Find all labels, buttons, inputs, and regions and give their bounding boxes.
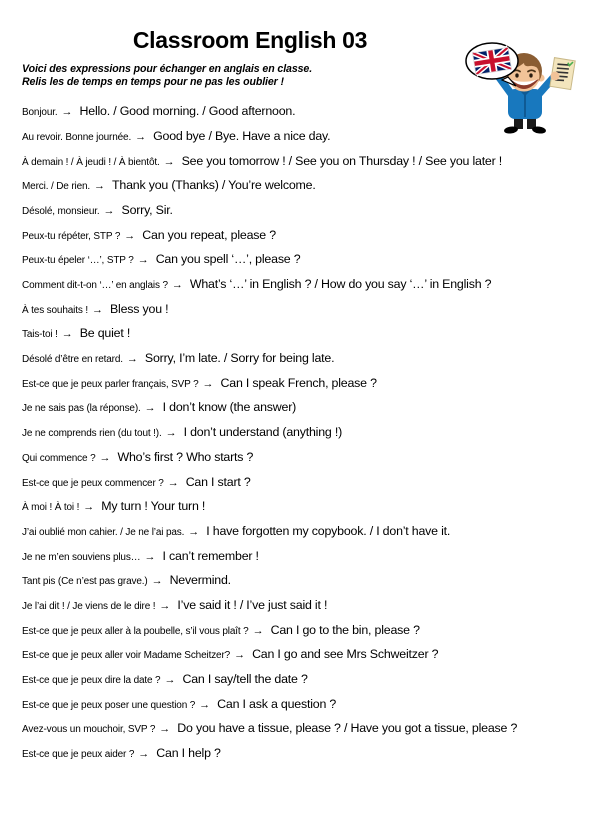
boy-body [508, 89, 542, 119]
subtitle [22, 63, 452, 88]
phrase-row [22, 272, 606, 297]
arrow-icon: → [202, 377, 214, 390]
english-phrase: Be quiet ! [79, 326, 131, 341]
english-phrase: Can I go and see Mrs Schweitzer ? [252, 647, 439, 662]
phrase-row [22, 371, 606, 396]
arrow-icon: → [163, 155, 175, 168]
arrow-icon: → [61, 328, 73, 341]
english-phrase: Can I say/tell the date ? [182, 672, 308, 686]
phrase-row [22, 716, 606, 741]
page-title: Classroom English 03 [132, 27, 368, 53]
french-phrase: Est-ce que je peux dire la date ? [22, 675, 161, 686]
english-phrase: Can I help ? [156, 746, 221, 761]
arrow-icon: → [234, 649, 246, 662]
arrow-icon: → [99, 451, 111, 464]
english-phrase: I’ve said it ! / I’ve just said it ! [177, 597, 328, 612]
phrase-row [22, 445, 606, 470]
phrase-row [22, 149, 606, 174]
arrow-icon: → [126, 353, 138, 366]
french-phrase: Est-ce que je peux poser une question ? [22, 699, 196, 711]
boy-illustration [456, 33, 604, 137]
arrow-icon: → [137, 254, 149, 267]
arrow-icon: → [252, 624, 264, 637]
english-phrase: Thank you (Thanks) / You’re welcome. [112, 178, 316, 193]
arrow-icon: → [103, 204, 115, 217]
phrase-row [22, 321, 606, 346]
french-phrase: À tes souhaits ! [22, 304, 88, 316]
french-phrase: Est-ce que je peux parler français, SVP ? [22, 378, 199, 390]
arrow-icon: → [94, 180, 106, 193]
header [0, 27, 500, 54]
arrow-icon: → [144, 550, 156, 563]
phrase-row [22, 223, 606, 248]
english-phrase: Can I speak French, please ? [220, 375, 377, 390]
english-phrase: What’s ‘…’ in English ? / How do you say ‘…’ in English ? [189, 277, 492, 291]
arrow-icon: → [159, 723, 171, 736]
english-phrase: Can you repeat, please ? [142, 227, 276, 242]
english-phrase: Good bye / Bye. Have a nice day. [153, 128, 331, 143]
arrow-icon: → [165, 427, 177, 440]
french-phrase: Tant pis (Ce n’est pas grave.) [22, 576, 148, 588]
phrase-list [0, 99, 612, 766]
arrow-icon: → [135, 130, 147, 143]
phrase-row [22, 667, 606, 692]
phrase-row [22, 494, 606, 519]
french-phrase: Au revoir. Bonne journée. [22, 131, 132, 143]
french-phrase: Est-ce que je peux aller à la poubelle, s’il vous plaît ? [22, 625, 249, 637]
arrow-icon: → [144, 402, 156, 415]
english-phrase: Who’s first ? Who starts ? [117, 449, 254, 464]
phrase-row [22, 642, 606, 667]
phrase-row [22, 198, 606, 223]
boy-right-hand [551, 72, 560, 81]
french-phrase: Désolé, monsieur. [22, 205, 100, 217]
english-phrase: Can I start ? [185, 474, 251, 489]
english-phrase: I don’t understand (anything !) [183, 425, 343, 440]
phrase-row [22, 593, 606, 618]
french-phrase: Peux-tu épeler ‘…’, STP ? [22, 255, 134, 267]
english-phrase: I have forgotten my copybook. / I don’t have it. [206, 523, 451, 538]
french-phrase: Est-ce que je peux commencer ? [22, 477, 164, 489]
subtitle-line-2: Relis les de temps en temps pour ne pas les oublier ! [22, 75, 284, 88]
english-phrase: Do you have a tissue, please ? / Have you got a tissue, please ? [177, 721, 518, 736]
arrow-icon: → [167, 476, 179, 489]
arrow-icon: → [199, 698, 211, 711]
arrow-icon: → [164, 674, 176, 686]
english-phrase: I don’t know (the answer) [162, 400, 297, 415]
arrow-icon: → [188, 525, 200, 538]
english-phrase: I can’t remember ! [162, 548, 259, 563]
french-phrase: Désolé d’être en retard. [22, 354, 123, 366]
arrow-icon: → [171, 279, 183, 291]
french-phrase: Je ne comprends rien (du tout !). [22, 428, 162, 440]
english-phrase: Can you spell ‘…’, please ? [155, 252, 301, 267]
uk-flag-speech-bubble [466, 43, 518, 86]
arrow-icon: → [83, 501, 95, 514]
french-phrase: Qui commence ? [22, 452, 96, 464]
french-phrase: Merci. / De rien. [22, 181, 91, 193]
arrow-icon: → [151, 575, 163, 588]
french-phrase: Tais-toi ! [22, 329, 58, 341]
french-phrase: Bonjour. [22, 107, 58, 119]
arrow-icon: → [61, 106, 73, 119]
french-phrase: Peux-tu répéter, STP ? [22, 230, 121, 242]
worksheet-page [0, 27, 612, 819]
english-phrase: Hello. / Good morning. / Good afternoon. [79, 104, 296, 119]
phrase-row [22, 741, 606, 766]
french-phrase: Est-ce que je peux aider ? [22, 749, 135, 761]
phrase-row [22, 544, 606, 569]
phrase-row [22, 692, 606, 717]
french-phrase: Comment dit-t-on ‘…’ en anglais ? [22, 280, 168, 291]
french-phrase: Je ne m’en souviens plus… [22, 551, 141, 563]
phrase-row [22, 470, 606, 495]
phrase-row [22, 519, 606, 544]
arrow-icon: → [124, 229, 136, 242]
subtitle-line-1: Voici des expressions pour échanger en anglais en classe. [22, 63, 313, 75]
english-phrase: See you tomorrow ! / See you on Thursday ! / See you later ! [181, 153, 503, 168]
phrase-row [22, 173, 606, 198]
phrase-row [22, 395, 606, 420]
arrow-icon: → [138, 748, 150, 761]
french-phrase: Je l’ai dit ! / Je viens de le dire ! [22, 600, 156, 612]
english-phrase: My turn ! Your turn ! [101, 499, 206, 514]
french-phrase: Est-ce que je peux aller voir Madame Scheitzer? [22, 650, 231, 662]
french-phrase: À demain ! / À jeudi ! / À bientôt. [22, 156, 160, 168]
french-phrase: À moi ! À toi ! [22, 502, 80, 514]
french-phrase: Avez-vous un mouchoir, SVP ? [22, 724, 156, 736]
french-phrase: J’ai oublié mon cahier. / Je ne l’ai pas. [22, 526, 185, 538]
english-phrase: Sorry, Sir. [121, 202, 173, 217]
arrow-icon: → [91, 303, 103, 316]
arrow-icon: → [159, 599, 171, 612]
french-phrase: Je ne sais pas (la réponse). [22, 403, 141, 415]
english-phrase: Bless you ! [109, 301, 169, 316]
english-phrase: Sorry, I’m late. / Sorry for being late. [144, 351, 335, 366]
phrase-row [22, 420, 606, 445]
english-phrase: Nevermind. [169, 573, 231, 588]
phrase-row [22, 568, 606, 593]
phrase-row [22, 297, 606, 322]
english-phrase: Can I go to the bin, please ? [270, 622, 420, 637]
phrase-row [22, 247, 606, 272]
phrase-row [22, 618, 606, 643]
phrase-row [22, 346, 606, 371]
english-phrase: Can I ask a question ? [217, 696, 337, 711]
